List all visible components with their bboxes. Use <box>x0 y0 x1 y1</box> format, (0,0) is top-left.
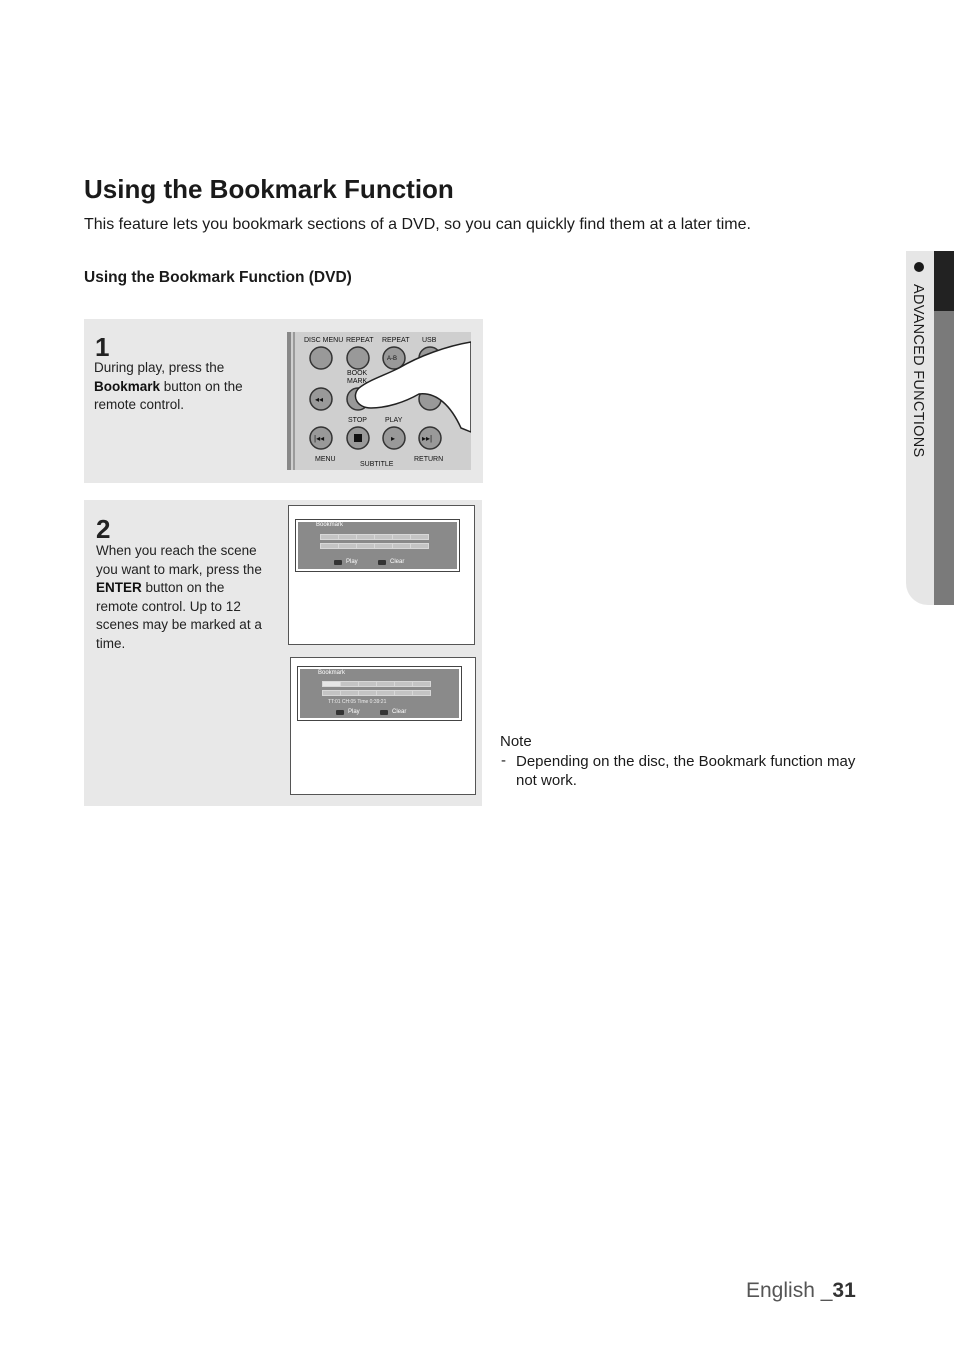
osd-1-clear: Clear <box>390 559 405 565</box>
osd-2-title: Bookmark <box>318 670 346 676</box>
enter-keyword: ENTER <box>96 580 142 595</box>
tv-screen-2 <box>290 657 476 795</box>
side-tab-label: ADVANCED FUNCTIONS <box>910 284 926 458</box>
side-tab-marker <box>934 251 954 311</box>
label-disc-menu: DISC MENU <box>304 337 344 344</box>
svg-text:▸: ▸ <box>391 434 396 443</box>
note-heading: Note <box>500 733 532 750</box>
bookmark-keyword: Bookmark <box>94 378 161 394</box>
label-repeat-1: REPEAT <box>346 337 374 344</box>
svg-text:|◂◂: |◂◂ <box>314 434 325 443</box>
label-mark: MARK <box>347 378 368 385</box>
clear-key-icon <box>378 560 386 565</box>
osd-1-play: Play <box>346 559 358 565</box>
step-2-number: 2 <box>96 514 111 544</box>
bullet-dot-icon <box>914 262 924 272</box>
step-1-number: 1 <box>95 332 110 362</box>
osd-2-play: Play <box>348 709 360 715</box>
bookmark-osd-2 <box>297 666 462 721</box>
step-1-text: During play, press the Bookmark button on the remote control. <box>94 360 243 412</box>
label-usb: USB <box>422 337 437 344</box>
bookmark-osd-1 <box>295 519 460 572</box>
label-repeat-2: REPEAT <box>382 337 410 344</box>
note-text: Depending on the disc, the Bookmark function may not work. <box>516 753 856 789</box>
osd-1-title: Bookmark <box>316 522 344 528</box>
page-footer <box>746 1279 856 1303</box>
label-stop: STOP <box>348 417 367 424</box>
note-bullet: - <box>501 752 506 769</box>
clear-key-icon <box>380 710 388 715</box>
label-book: BOOK <box>347 370 368 377</box>
step-2-text: When you reach the scene you want to mark, press the ENTER button on the remote control. Up to 12 scenes may be marked at a time. <box>96 543 262 651</box>
svg-text:◂◂: ◂◂ <box>315 395 324 404</box>
intro-paragraph: This feature lets you bookmark sections of a DVD, so you can quickly find them at a later time. <box>84 216 751 233</box>
osd-2-clear: Clear <box>392 709 407 715</box>
tv-screen-1 <box>288 505 475 645</box>
remote-control-illustration <box>287 332 471 470</box>
footer-language: English _ <box>746 1279 833 1302</box>
play-key-icon <box>336 710 344 715</box>
label-ab: A-B <box>387 356 398 362</box>
page-number: 31 <box>832 1279 856 1302</box>
label-return: RETURN <box>414 456 444 463</box>
label-subtitle: SUBTITLE <box>360 461 394 468</box>
section-subtitle: Using the Bookmark Function (DVD) <box>84 269 352 286</box>
play-key-icon <box>334 560 342 565</box>
label-play: PLAY <box>385 417 403 424</box>
svg-text:▸▸|: ▸▸| <box>422 434 433 443</box>
page-title: Using the Bookmark Function <box>84 174 454 204</box>
label-menu: MENU <box>315 456 336 463</box>
osd-2-info: TT:01 CH:05 Time 0:39:21 <box>328 699 387 705</box>
